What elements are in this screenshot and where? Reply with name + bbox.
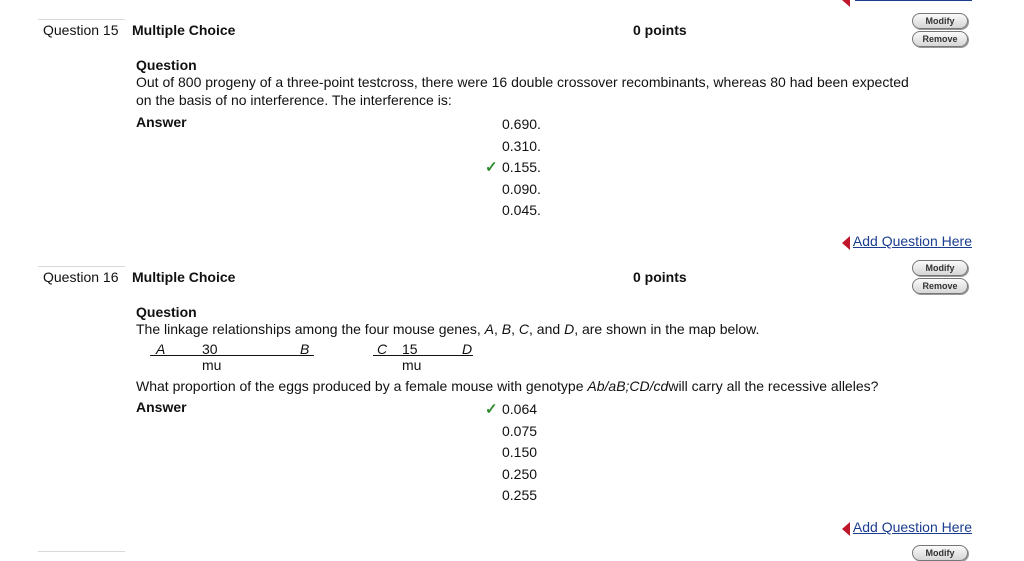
question-points: 0 points <box>633 22 687 38</box>
map-distance-ab: 30 mu <box>202 341 222 373</box>
answer-option: 0.090. <box>502 180 541 197</box>
answer-option: 0.045. <box>502 202 541 218</box>
modify-button[interactable]: Modify <box>912 545 968 561</box>
map-gene-c: C <box>377 341 388 357</box>
map-line-cd <box>373 355 473 356</box>
question-text-line-2: on the basis of no interference. The interference is: <box>136 92 452 108</box>
question-text-line-2: What proportion of the eggs produced by a female mouse with genotype Ab/aB;CD/cdwill carry all the recessive alleles? <box>136 378 879 394</box>
modify-button[interactable]: Modify <box>912 260 968 276</box>
add-question-arrow-icon <box>842 236 850 250</box>
answer-label: Answer <box>136 114 187 130</box>
question-type: Multiple Choice <box>132 22 236 38</box>
answer-option: 0.075 <box>502 422 538 439</box>
answer-label: Answer <box>136 399 187 415</box>
answer-option: 0.690. <box>502 116 541 132</box>
genotype: Ab/aB;CD/cd <box>587 378 669 394</box>
remove-button[interactable]: Remove <box>912 278 968 294</box>
answer-option: 0.255 <box>502 487 538 503</box>
map-gene-d: D <box>462 341 473 357</box>
add-question-arrow-icon <box>842 522 850 536</box>
question-number: Question 15 <box>43 22 119 38</box>
modify-button[interactable]: Modify <box>912 13 968 29</box>
question-divider <box>38 19 125 20</box>
checkmark-icon: ✓ <box>485 159 498 176</box>
answer-option-correct: ✓ 0.064 <box>502 399 537 421</box>
question-label: Question <box>136 304 197 320</box>
gene-name: A <box>484 321 494 337</box>
question-number: Question 16 <box>43 269 119 285</box>
question-text-line-1: The linkage relationships among the four mouse genes, A, B, C, and D, are shown in the map below. <box>136 321 760 337</box>
answer-option: 0.150 <box>502 444 538 460</box>
question-type: Multiple Choice <box>132 269 236 285</box>
question-text-line-1: Out of 800 progeny of a three-point testcross, there were 16 double crossover recombinants, whereas 80 had been expected <box>136 74 909 90</box>
checkmark-icon: ✓ <box>485 401 498 418</box>
answer-list <box>485 399 538 507</box>
answer-option-correct: ✓ 0.155. <box>502 157 541 179</box>
add-question-link[interactable]: Add Question Here <box>852 233 972 249</box>
question-divider <box>38 266 125 267</box>
map-gene-b: B <box>300 341 310 357</box>
question-divider <box>38 551 125 552</box>
add-question-arrow-icon <box>842 0 850 7</box>
add-question-link[interactable]: Add Question Here <box>852 519 972 535</box>
map-gene-a: A <box>156 341 166 357</box>
gene-name: B <box>501 321 512 337</box>
gene-name: C <box>518 321 530 337</box>
answer-list <box>485 114 541 222</box>
map-line-ab <box>150 355 314 356</box>
add-question-link-underline <box>855 0 972 1</box>
remove-button[interactable]: Remove <box>912 31 968 47</box>
answer-option: 0.310. <box>502 137 541 154</box>
map-distance-cd: 15 mu <box>402 341 422 373</box>
answer-option: 0.250 <box>502 465 538 482</box>
question-label: Question <box>136 57 197 73</box>
gene-name: D <box>564 321 575 337</box>
question-points: 0 points <box>633 269 687 285</box>
